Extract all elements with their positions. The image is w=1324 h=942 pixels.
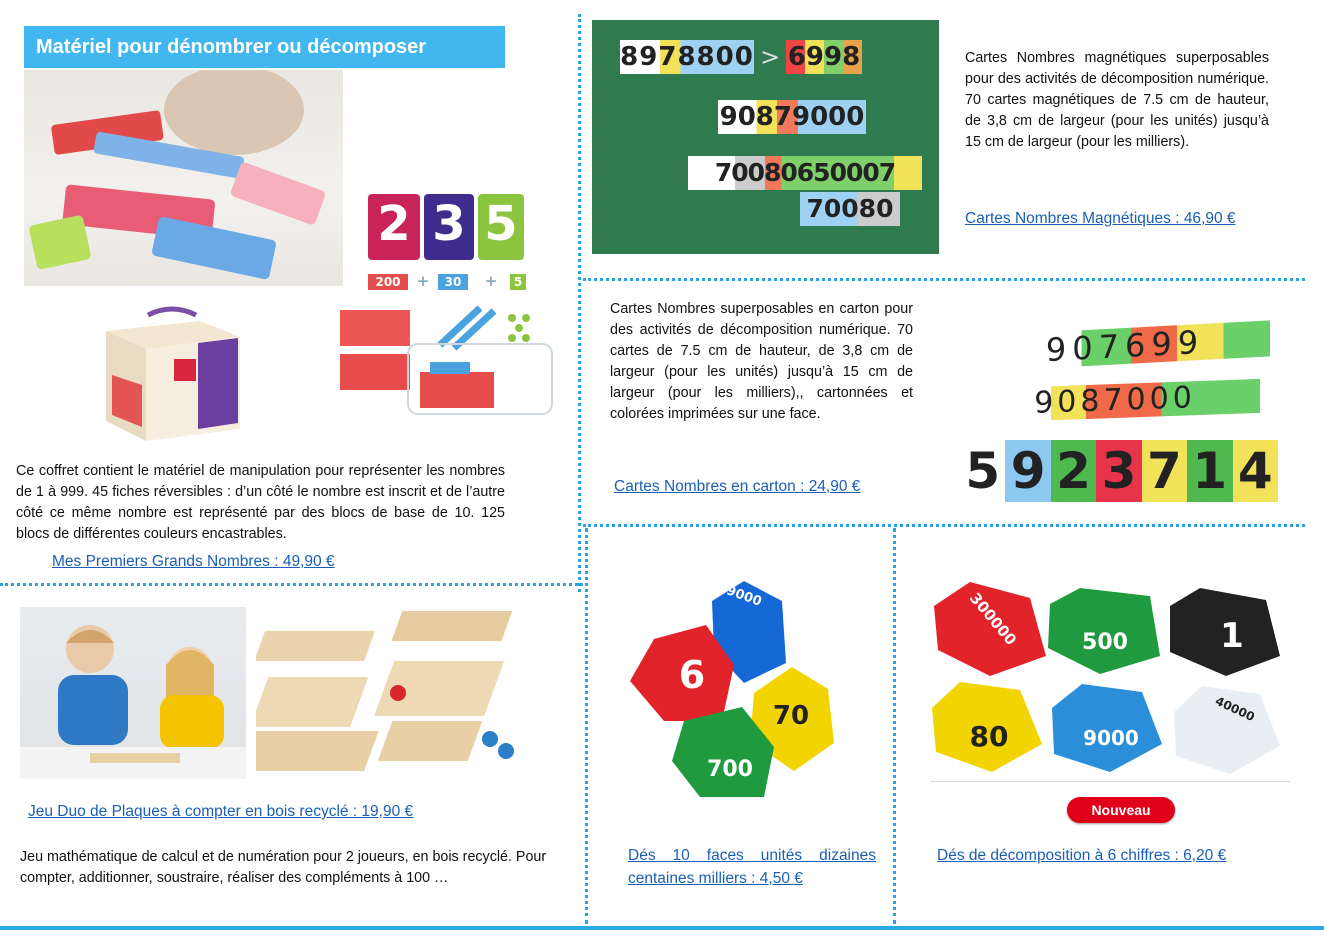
carton-row-2: 9087000: [970, 379, 1260, 423]
expansion-200: 200: [375, 275, 401, 289]
description-plaques-a-compter: Jeu mathématique de calcul et de numération pour 2 joueurs, en bois recyclé. Pour compter, additionner, soustraire, réaliser des compléments à 100 …: [20, 849, 547, 886]
die-6-black-value: 1: [1220, 616, 1244, 656]
magnetic-row-1-gt: >: [759, 43, 781, 71]
separator-vertical-top: [578, 14, 581, 592]
wooden-blocks-illustration: [256, 601, 541, 784]
expansion-plus-2: +: [484, 272, 498, 290]
card-digit-5: 5: [484, 196, 518, 252]
photo-cardboard-number-cards: [960, 292, 1280, 510]
die-yellow-value: 70: [772, 701, 810, 731]
magnetic-row-4: 70080: [800, 192, 900, 226]
carton-digit: 4: [1233, 440, 1278, 502]
photo-box-premiers-grands-nombres: [100, 303, 243, 443]
separator-horizontal-left: [0, 583, 583, 586]
carton-digit: 7: [1142, 440, 1187, 502]
photo-decomposition-dice: [930, 576, 1290, 782]
carton-row-3: [960, 440, 1278, 502]
die-6-white-value: 40000: [1213, 693, 1257, 725]
link-plaques-a-compter[interactable]: Jeu Duo de Plaques à compter en bois recyclé : 19,90 €: [28, 803, 414, 820]
carton-digit: 3: [1096, 440, 1141, 502]
expansion-5: 5: [513, 275, 523, 289]
link-cartes-magnetiques[interactable]: Cartes Nombres Magnétiques : 46,90 €: [965, 210, 1236, 227]
box-illustration: [100, 303, 243, 443]
photo-wooden-counting-blocks: [256, 601, 541, 784]
carton-digit: 5: [960, 440, 1005, 502]
photo-children-playing: [20, 607, 246, 779]
carton-digit: 2: [1051, 440, 1096, 502]
die-6-green-value: 500: [1082, 630, 1128, 655]
separator-horizontal-right-top: [583, 278, 1305, 281]
link-cartes-carton[interactable]: Cartes Nombres en carton : 24,90 €: [614, 478, 861, 495]
photo-magnetic-number-cards: [592, 20, 939, 254]
die-blue-value: 9000: [724, 583, 764, 610]
carton-row-1: 907699: [980, 320, 1270, 371]
footer-rule: [0, 926, 1324, 930]
separator-vertical-bottom-left: [585, 528, 588, 924]
die-6-red-value: 300000: [965, 589, 1021, 649]
photo-child-playing-cards: [24, 70, 343, 286]
link-premiers-grands-nombres[interactable]: Mes Premiers Grands Nombres : 49,90 €: [52, 553, 335, 570]
magnetic-row-1-right: 6998: [787, 42, 861, 72]
new-badge: Nouveau: [1067, 797, 1175, 823]
link-des-decomposition[interactable]: Dés de décomposition à 6 chiffres : 6,20 €: [937, 847, 1227, 864]
description-cartes-magnetiques: Cartes Nombres magnétiques superposables pour des activités de décomposition numérique. 70 cartes magnétiques de 7.5 cm de hauteur, de 3,8 cm de largeur (pour les unités) jusqu’à 15 cm de largeur (pour les milliers).: [965, 50, 1269, 150]
carton-digit: 9: [1005, 440, 1050, 502]
children-illustration: [20, 607, 246, 779]
expansion-plus-1: +: [416, 272, 430, 290]
description-cartes-carton: Cartes Nombres superposables en carton pour des activités de décomposition numérique. 70 cartes de 7.5 cm de hauteur, de 3,8 cm de largeur (pour les unités) jusqu’à 15 cm de largeur (pour les milliers),, cartonnées et colorées imprimées sur une face.: [610, 301, 913, 422]
card-digit-3: 3: [432, 196, 466, 252]
page-title: Matériel pour dénombrer ou décomposer: [24, 26, 505, 68]
separator-vertical-bottom-right: [893, 528, 896, 924]
die-6-blue-value: 9000: [1083, 726, 1139, 750]
card-digit-2: 2: [377, 196, 411, 252]
carton-digit: 1: [1187, 440, 1232, 502]
description-premiers-grands-nombres: Ce coffret contient le matériel de manipulation pour représenter les nombres de 1 à 999. 45 fiches réversibles : d’un côté le nombre est inscrit et de l’autre côté ce même nombre est représenté par des blocs de base de 10. 125 blocs de différentes couleurs encastrables.: [16, 463, 505, 542]
expansion-30: 30: [444, 275, 462, 289]
magnetic-row-1-left: 8978800: [620, 42, 754, 72]
magnetic-row-3: 70080650007: [688, 156, 922, 190]
die-6-yellow-value: 80: [969, 720, 1009, 753]
die-green-value: 700: [707, 757, 753, 782]
separator-horizontal-right-mid: [583, 524, 1305, 527]
die-red-value: 6: [678, 653, 706, 697]
photo-cards-illustration: [24, 70, 343, 286]
photo-number-cards-235: [330, 190, 560, 426]
magnetic-row-2: 90879000: [719, 102, 865, 132]
link-des-10-faces[interactable]: Dés 10 faces unités dizaines centaines milliers : 4,50 €: [628, 847, 876, 887]
photo-ten-sided-dice: [614, 571, 859, 802]
